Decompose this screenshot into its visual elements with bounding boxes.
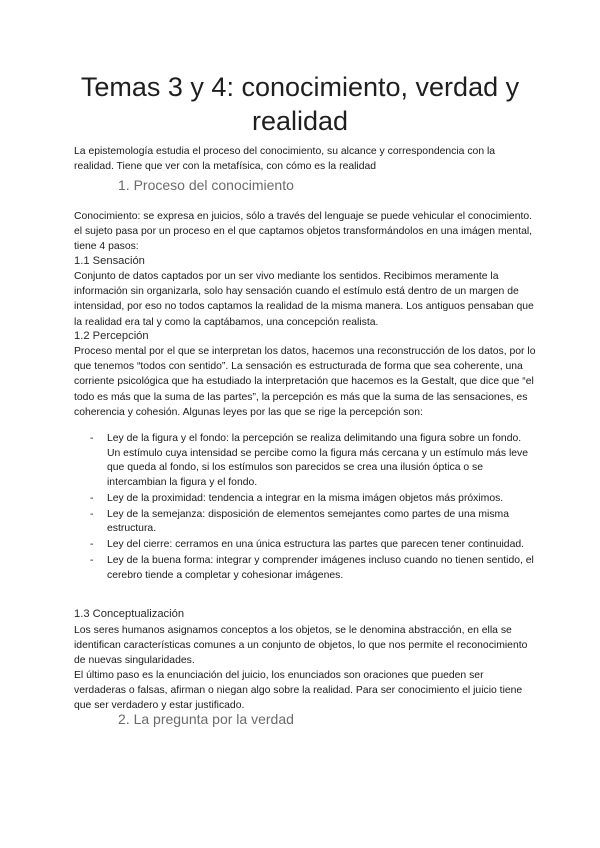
section-1-intro: Conocimiento: se expresa en juicios, sólo a través del lenguaje se puede vehicular el conocimiento. el sujeto pasa por un proceso en el que captamos objetos transformándolos en una imágen mental, tiene 4 pasos: <box>74 211 533 253</box>
list-item: - Ley de la proximidad: tendencia a integrar en la misma imágen objetos más próximos. <box>74 492 536 507</box>
list-dash: - <box>90 433 94 444</box>
list-dash: - <box>90 555 94 566</box>
list-item: - Ley de la semejanza: disposición de elementos semejantes como partes de una misma estructura. <box>90 508 509 534</box>
page-title: Temas 3 y 4: conocimiento, verdad y realidad <box>80 72 520 136</box>
intro-paragraph: La epistemología estudia el proceso del conocimiento, su alcance y correspondencia con la realidad. Tiene que ver con la metafísica, con cómo es la realidad <box>74 146 496 173</box>
list-item: - Ley del cierre: cerramos en una única estructura las partes que parecen tener continuidad. <box>74 538 536 553</box>
list-dash: - <box>90 508 94 520</box>
subsection-1-1-text: Conjunto de datos captados por un ser vivo mediante los sentidos. Recibimos meramente la información sin organizarla, solo hay sensación cuando el estímulo está dentro de un margen de intensidad, por eso no todos captamos la realidad de la misma manera. Los antiguos pensaban que la realidad era tal y como la captábamos, una concepción realista. <box>74 271 534 328</box>
subsection-1-3-heading: 1.3 Conceptualización <box>74 608 185 620</box>
subsection-1-2-text: Proceso mental por el que se interpretan los datos, hacemos una reconstrucción de los datos, por lo que tenemos “todos con sentido”. La sensación es estructurada de forma que sea coherente, una corriente psicológica que ha estudiado la interpretación que hacemos es la Gestalt, que dice que “el todo es más que la suma de las partes”, la percepción es más que la suma de las sensaciones, es coherencia y cohesión. Algunas leyes por las que se rige la percepción son: <box>74 346 536 418</box>
list-item: - Ley de la figura y el fondo: la percepción se realiza delimitando una figura sobre un fondo. Un estímulo cuya intensidad se percibe como la figura más cercana y un estímulo más leve que queda al fondo, si los estímulos son parecidos se crea una ilusión óptica o se intercambian la figura y el fondo. <box>90 433 529 488</box>
section-1-heading: 1. Proceso del conocimiento <box>118 177 294 193</box>
subsection-1-3-text-2: El último paso es la enunciación del juicio, los enunciados son oraciones que pueden ser verdaderas o falsas, afirman o niegan algo sobre la realidad. Para ser conocimiento el juicio tiene que ser verdadero y estar justificado. <box>74 670 523 712</box>
subsection-1-2-heading: 1.2 Percepción <box>74 330 149 342</box>
subsection-1-3-text-1: Los seres humanos asignamos conceptos a los objetos, se le denomina abstracción, en ella se identifican características comunes a un conjunto de objetos, lo que nos permite el reconocimiento de nuevas singularidades. <box>74 625 528 667</box>
perception-laws-list <box>74 432 536 585</box>
list-dash: - <box>90 539 94 550</box>
section-2-heading: 2. La pregunta por la verdad <box>118 711 294 727</box>
list-dash: - <box>90 492 94 504</box>
subsection-1-1-heading: 1.1 Sensación <box>74 255 145 267</box>
list-item: - Ley de la buena forma: integrar y comprender imágenes incluso cuando no tienen sentido, el cerebro tiende a completar y cohesionar imágenes. <box>90 555 534 581</box>
